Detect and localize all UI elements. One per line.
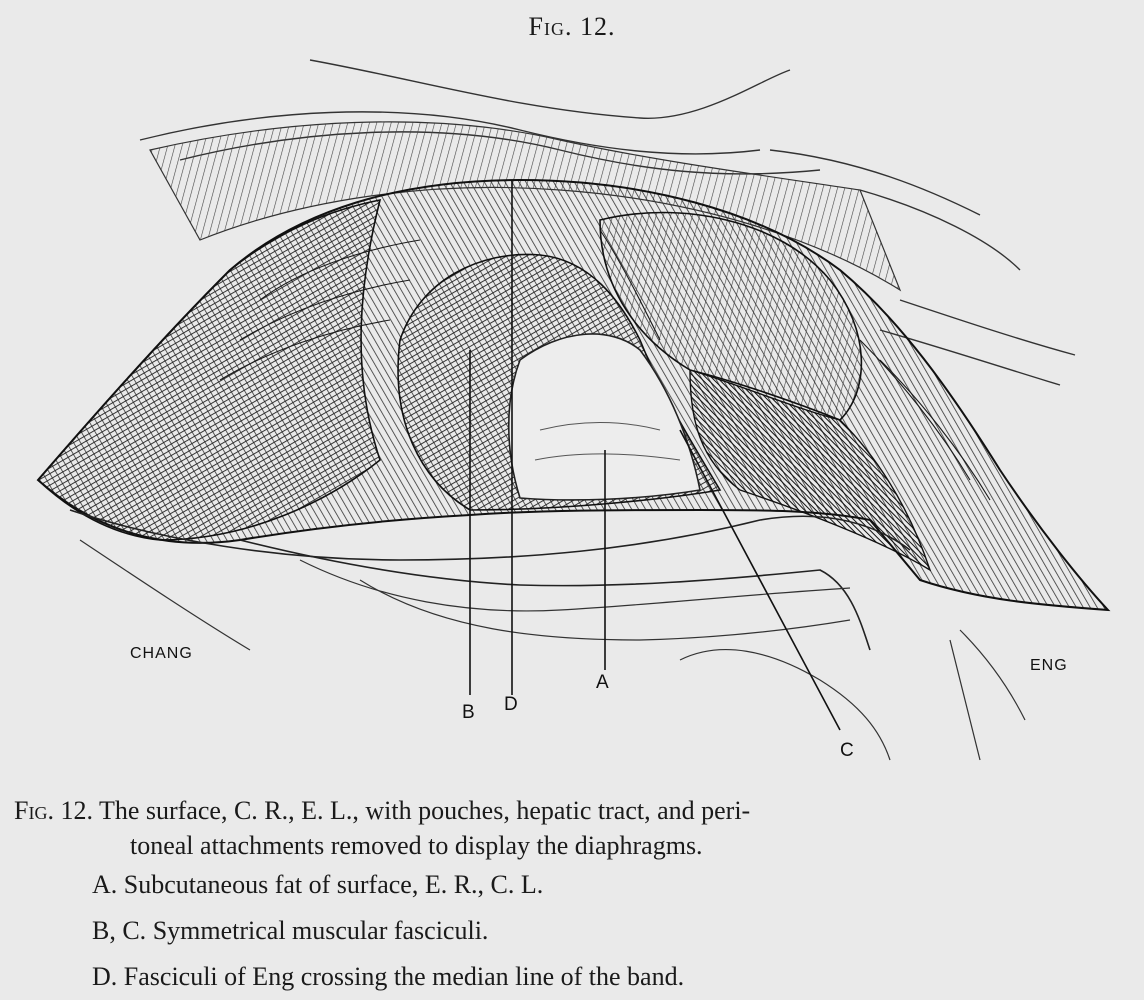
- caption-text-1: The surface, C. R., E. L., with pouches, hepatic tract, and peri-: [98, 796, 751, 825]
- label-b: B: [462, 702, 476, 723]
- legend-key: D.: [92, 962, 118, 991]
- figure-title: Fig. 12.: [528, 12, 616, 41]
- legend-item-a: [92, 868, 543, 902]
- caption-prefix: Fig. 12.: [14, 796, 93, 825]
- legend-item-d: [92, 960, 684, 994]
- legend-item-bc: [92, 914, 488, 948]
- left-wall: [38, 200, 380, 540]
- engraver-signature-left: CHANG: [130, 645, 193, 662]
- label-d: D: [504, 694, 519, 715]
- caption-text-2: toneal attachments removed to display the diaphragms.: [130, 831, 703, 860]
- anatomical-illustration: [0, 40, 1144, 780]
- engraving-svg: [0, 40, 1144, 780]
- legend-text: Symmetrical muscular fasciculi.: [152, 916, 489, 945]
- legend-text: Subcutaneous fat of surface, E. R., C. L.: [123, 870, 544, 899]
- legend-text: Fasciculi of Eng crossing the median line of the band.: [123, 962, 685, 991]
- caption-line-1: [14, 794, 750, 828]
- legend-key: B, C.: [92, 916, 147, 945]
- label-a: A: [596, 672, 610, 693]
- engraver-signature-right: ENG: [1030, 657, 1068, 674]
- caption-line-2: [130, 829, 703, 863]
- legend-key: A.: [92, 870, 118, 899]
- label-c: C: [840, 740, 855, 761]
